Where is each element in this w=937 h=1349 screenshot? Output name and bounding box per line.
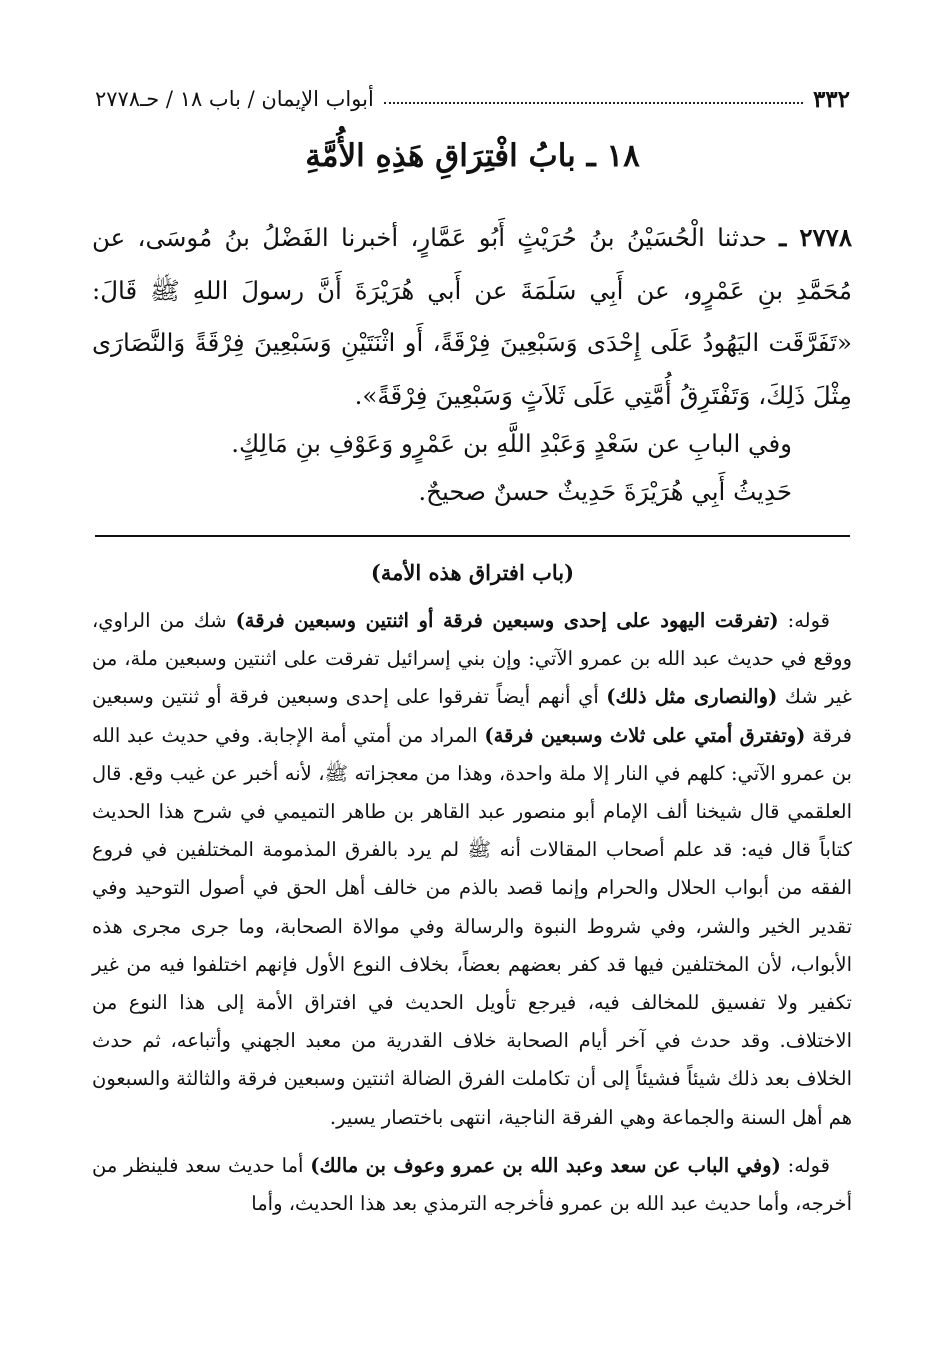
commentary-paragraph bbox=[92, 1147, 852, 1223]
footnote-divider bbox=[95, 535, 850, 537]
commentary bbox=[92, 602, 852, 1223]
section-reference: أبواب الإيمان / باب ١٨ / حـ٢٧٧٨ bbox=[95, 87, 374, 111]
commentary-lead: قوله: bbox=[778, 609, 830, 632]
commentary-text: شك من الراوي، ووقع في حديث عبد الله بن عمرو الآتي: وإن بني إسرائيل تفرقت على اثنتين وسبعين ملة، من غير شك bbox=[92, 609, 852, 709]
commentary-lead: قوله: bbox=[780, 1153, 830, 1177]
commentary-quote: (تفرقت اليهود على إحدى وسبعين فرقة أو اثنتين وسبعين فرقة) bbox=[235, 609, 779, 632]
commentary-text: المراد من أمتي أمة الإجابة. وفي حديث عبد الله بن عمرو الآتي: كلهم في النار إلا ملة واحدة، وهذا من معجزاته ﷺ، لأنه أخبر عن غيب وقع. قال العلقمي قال شيخنا ألف الإمام أبو منصور عبد القاهر بن طاهر التميمي في شرح هذا الحديث كتاباً قال فيه: قد علم أصحاب المقالات أنه ﷺ لم يرد بالفرق المذمومة المختلفين في فروع الفقه من أبواب الحلال والحرام وإنما قصد بالذم من خالف أهل الحق في أصول التوحيد وفي تقدير الخير والشر، وفي شروط النبوة والرسالة وفي موالاة الصحابة، وما جرى مجرى هذه الأبواب، لأن المختلفين فيها قد كفر بعضهم بعضاً، بخلاف النوع الأول فإنهم اختلفوا فيه من غير تكفير ولا تفسيق للمخالف فيه، فيرجع تأويل الحديث في افتراق الأمة إلى هذا النوع من الاختلاف. وقد حدث في آخر أيام الصحابة خلاف القدرية من معبد الجهني وأتباعه، ثم حدث الخلاف بعد ذلك شيئاً فشيئاً إلى أن تكاملت الفرق الضالة اثنتين وسبعين فرقة والثالثة والسبعون هم أهل السنة والجماعة وهي الفرقة الناجية، انتهى باختصار يسير. bbox=[92, 723, 852, 1129]
commentary-quote: (والنصارى مثل ذلك) bbox=[606, 685, 778, 709]
hadith-grading: حَدِيثُ أَبِي هُرَيْرَةَ حَدِيثٌ حسنٌ صحيحٌ. bbox=[418, 477, 792, 506]
commentary-text: أي أنهم أيضاً تفرقوا على إحدى وسبعين فرقة أو ثنتين وسبعين فرقة bbox=[92, 685, 852, 747]
leader-dots bbox=[384, 102, 803, 104]
hadith-text bbox=[92, 212, 852, 422]
hadith-body: حدثنا الْحُسَيْنُ بنُ حُرَيْثٍ أَبُو عَمَّارٍ، أخبرنا الفَضْلُ بنُ مُوسَى، عن مُحَمَّدِ بنِ عَمْرٍو، عن أَبِي سَلَمَةَ عن أَبي هُرَيْرَةَ أَنَّ رسولَ اللهِ ﷺ قَالَ: «تَفَرَّقَت اليَهُودُ عَلَى إِحْدَى وَسَبْعِينَ فِرْقَةً، أَو اثْنَتَيْنِ وَسَبْعِينَ فِرْقَةً وَالنَّصَارَى مِثْلَ ذَلِكَ، وَتَفْتَرِقُ أُمَّتِي عَلَى ثَلاَثٍ وَسَبْعِينَ فِرْقَةً». bbox=[92, 223, 852, 410]
bab-note: وفي البابِ عن سَعْدٍ وَعَبْدِ اللَّهِ بن عَمْرٍو وَعَوْفِ بنِ مَالِكٍ. bbox=[231, 429, 792, 458]
hadith-number: ٢٧٧٨ ـ bbox=[779, 223, 852, 252]
commentary-title: (باب افتراق هذه الأمة) bbox=[370, 560, 575, 585]
page-number: ٣٣٢ bbox=[812, 85, 850, 113]
commentary-text: أما حديث سعد فلينظر من أخرجه، وأما حديث عبد الله بن عمرو فأخرجه الترمذي بعد هذا الحديث، وأما bbox=[92, 1153, 852, 1216]
commentary-paragraph bbox=[92, 602, 852, 1137]
commentary-quote: (وتفترق أمتي على ثلاث وسبعين فرقة) bbox=[484, 723, 806, 747]
chapter-title: ١٨ ـ بابُ افْتِرَاقِ هَذِهِ الأُمَّةِ bbox=[305, 138, 640, 174]
commentary-quote: (وفي الباب عن سعد وعبد الله بن عمرو وعوف بن مالك) bbox=[310, 1153, 781, 1177]
running-head bbox=[95, 82, 850, 116]
